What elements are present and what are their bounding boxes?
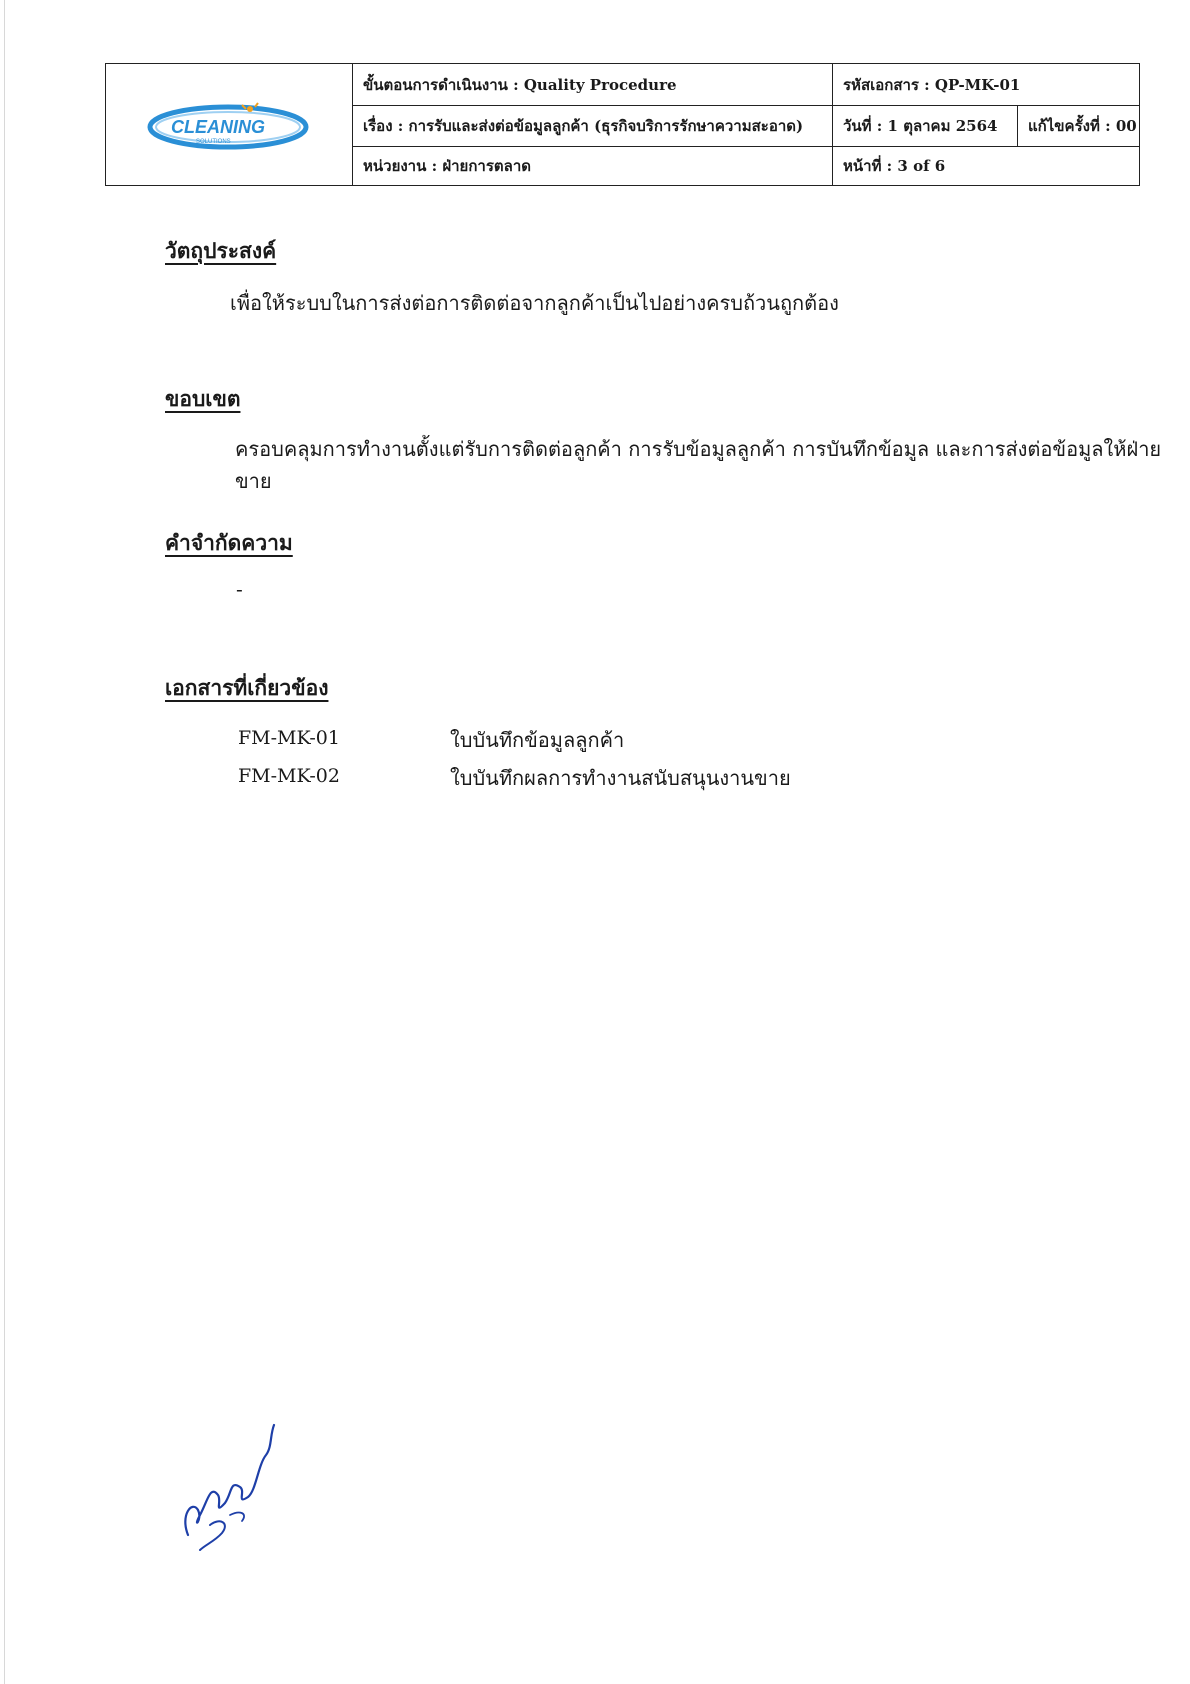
related-doc-name: ใบบันทึกผลการทำงานสนับสนุนงานขาย	[450, 766, 791, 790]
revision-label: แก้ไขครั้งที่ : 00	[1028, 117, 1137, 135]
handwritten-signature	[170, 1405, 290, 1555]
header-row-department	[353, 147, 1139, 185]
scope-heading: ขอบเขต	[165, 386, 241, 411]
header-row-subject	[353, 106, 1139, 147]
subject-label: เรื่อง : การรับและส่งต่อข้อมูลลูกค้า (ธุรกิจบริการรักษาความสะอาด)	[353, 106, 833, 146]
scan-edge-line	[4, 0, 5, 1684]
page-number: หน้าที่ : 3 of 6	[843, 157, 946, 175]
objective-heading: วัตถุประสงค์	[165, 238, 277, 263]
logo-cell	[106, 64, 353, 185]
procedure-label: ขั้นตอนการดำเนินงาน : Quality Procedure	[353, 64, 833, 105]
document-header-table	[105, 63, 1140, 186]
related-doc-name: ใบบันทึกข้อมูลลูกค้า	[450, 728, 625, 752]
logo-subtext: SOLUTIONS	[196, 139, 231, 145]
header-row-procedure	[353, 64, 1139, 106]
department-label: หน่วยงาน : ฝ่ายการตลาด	[353, 147, 833, 185]
related-documents-heading: เอกสารที่เกี่ยวข้อง	[165, 675, 329, 700]
objective-text: เพื่อให้ระบบในการส่งต่อการติดต่อจากลูกค้าเป็นไปอย่างครบถ้วนถูกต้อง	[230, 291, 839, 315]
definitions-heading: คำจำกัดความ	[165, 530, 293, 555]
definitions-text: -	[236, 577, 243, 601]
scope-text: ครอบคลุมการทำงานตั้งแต่รับการติดต่อลูกค้า การรับข้อมูลลูกค้า การบันทึกข้อมูล และการส่งต่อข้อมูลให้ฝ่ายขาย	[235, 437, 1162, 493]
document-code: รหัสเอกสาร : QP-MK-01	[843, 75, 1021, 94]
logo-text: CLEANING	[171, 117, 265, 137]
related-doc-code: FM-MK-02	[238, 765, 340, 787]
date-label: วันที่ : 1 ตุลาคม 2564	[833, 106, 1018, 146]
related-doc-code: FM-MK-01	[238, 727, 340, 749]
company-logo	[146, 97, 316, 157]
